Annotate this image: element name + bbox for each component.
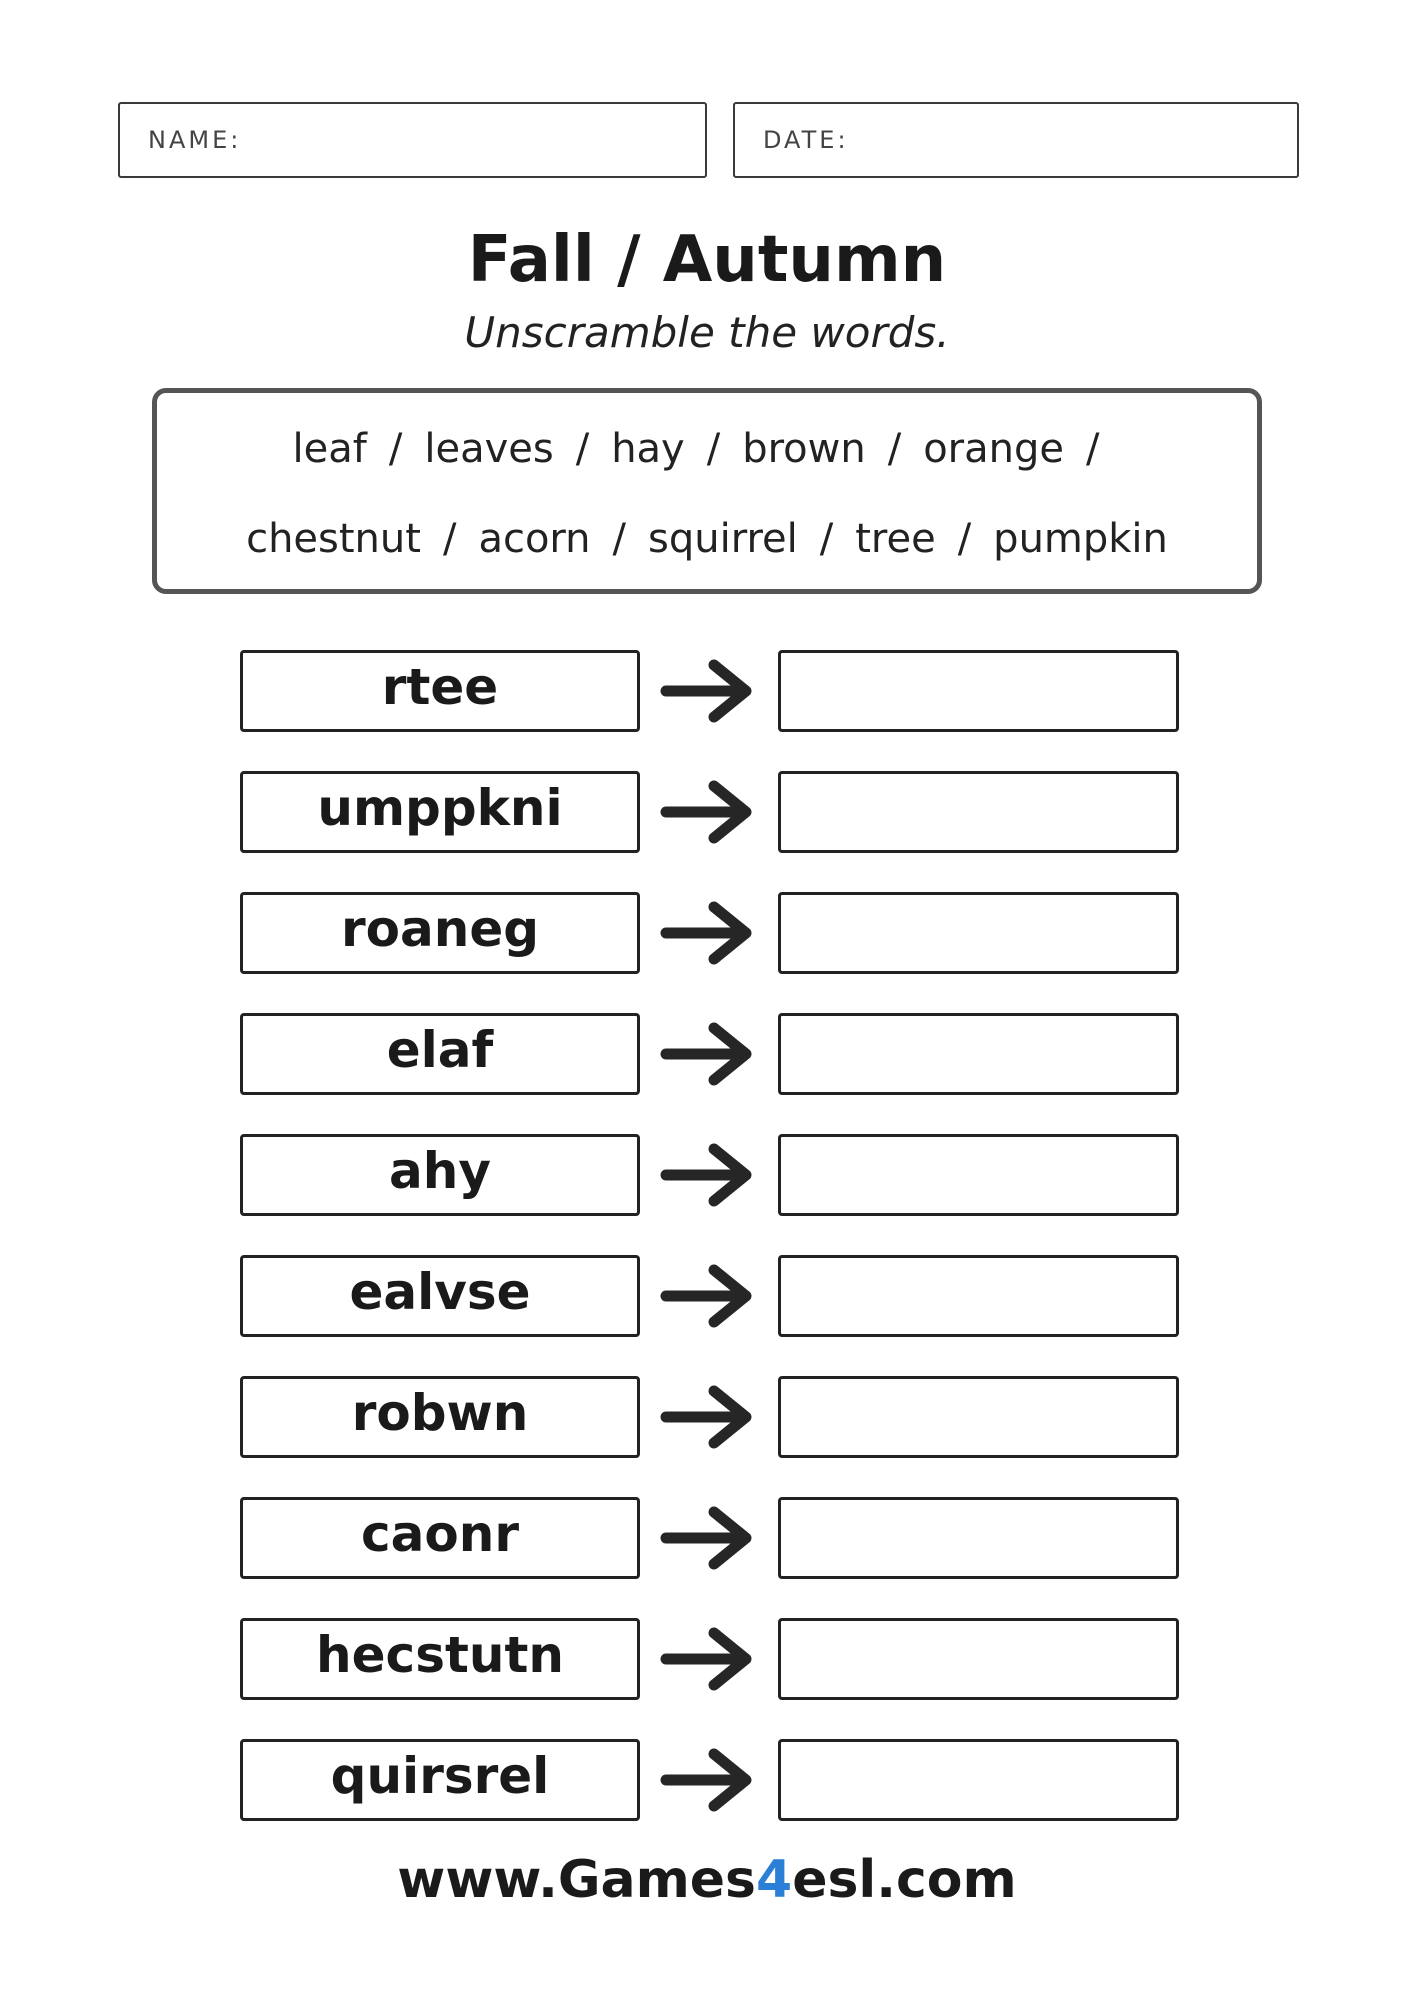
arrow-right-icon [660, 1746, 760, 1814]
name-field[interactable] [118, 102, 707, 178]
name-label: NAME: [148, 126, 242, 154]
scrambled-word: robwn [240, 1376, 640, 1458]
scrambled-word: rtee [240, 650, 640, 732]
answer-box[interactable] [778, 771, 1179, 853]
arrow-right-icon [660, 657, 760, 725]
word-bank-separator: / [442, 516, 457, 562]
word-bank-separator: / [887, 426, 902, 472]
word-bank-separator: / [1085, 426, 1100, 472]
answer-box[interactable] [778, 1618, 1179, 1700]
exercise-row [0, 1376, 1414, 1458]
exercise-row [0, 771, 1414, 853]
answer-box[interactable] [778, 1255, 1179, 1337]
word-bank-word: chestnut [246, 516, 421, 562]
date-field[interactable] [733, 102, 1299, 178]
arrow-right-icon [660, 1504, 760, 1572]
url-prefix: www.Games [397, 1850, 756, 1910]
scrambled-word: ahy [240, 1134, 640, 1216]
arrow-right-icon [660, 1020, 760, 1088]
word-bank-word: leaves [424, 426, 554, 472]
scrambled-word: roaneg [240, 892, 640, 974]
exercise-row [0, 650, 1414, 732]
word-bank-line-2 [157, 516, 1257, 562]
arrow-right-icon [660, 778, 760, 846]
url-accent: 4 [756, 1850, 793, 1910]
page-title: Fall / Autumn [467, 223, 947, 297]
arrow-right-icon [660, 899, 760, 967]
url-suffix: esl.com [792, 1850, 1017, 1910]
scrambled-word: elaf [240, 1013, 640, 1095]
word-bank-word: hay [611, 426, 685, 472]
word-bank-word: leaf [292, 426, 367, 472]
answer-box[interactable] [778, 892, 1179, 974]
word-bank-word: tree [855, 516, 936, 562]
word-bank-word: squirrel [648, 516, 798, 562]
word-bank-word: acorn [478, 516, 591, 562]
answer-box[interactable] [778, 1013, 1179, 1095]
scrambled-word: ealvse [240, 1255, 640, 1337]
website-url[interactable] [0, 1850, 1414, 1910]
arrow-right-icon [660, 1383, 760, 1451]
answer-box[interactable] [778, 1376, 1179, 1458]
exercise-row [0, 1739, 1414, 1821]
exercise-row [0, 1255, 1414, 1337]
exercise-row [0, 1497, 1414, 1579]
exercise-row [0, 1618, 1414, 1700]
word-bank-separator: / [819, 516, 834, 562]
answer-box[interactable] [778, 650, 1179, 732]
exercise-row [0, 1013, 1414, 1095]
word-bank-separator: / [706, 426, 721, 472]
word-bank-line-1 [157, 426, 1257, 472]
scrambled-word: umppkni [240, 771, 640, 853]
word-bank-word: pumpkin [993, 516, 1168, 562]
word-bank-separator: / [575, 426, 590, 472]
answer-box[interactable] [778, 1497, 1179, 1579]
arrow-right-icon [660, 1141, 760, 1209]
date-label: DATE: [763, 126, 849, 154]
arrow-right-icon [660, 1262, 760, 1330]
word-bank-word: brown [742, 426, 866, 472]
word-bank [152, 388, 1262, 594]
exercise-row [0, 1134, 1414, 1216]
arrow-right-icon [660, 1625, 760, 1693]
scrambled-word: hecstutn [240, 1618, 640, 1700]
answer-box[interactable] [778, 1739, 1179, 1821]
answer-box[interactable] [778, 1134, 1179, 1216]
instructions: Unscramble the words. [464, 308, 950, 357]
word-bank-word: orange [923, 426, 1064, 472]
word-bank-separator: / [957, 516, 972, 562]
word-bank-separator: / [388, 426, 403, 472]
scrambled-word: quirsrel [240, 1739, 640, 1821]
scrambled-word: caonr [240, 1497, 640, 1579]
exercise-row [0, 892, 1414, 974]
word-bank-separator: / [612, 516, 626, 562]
